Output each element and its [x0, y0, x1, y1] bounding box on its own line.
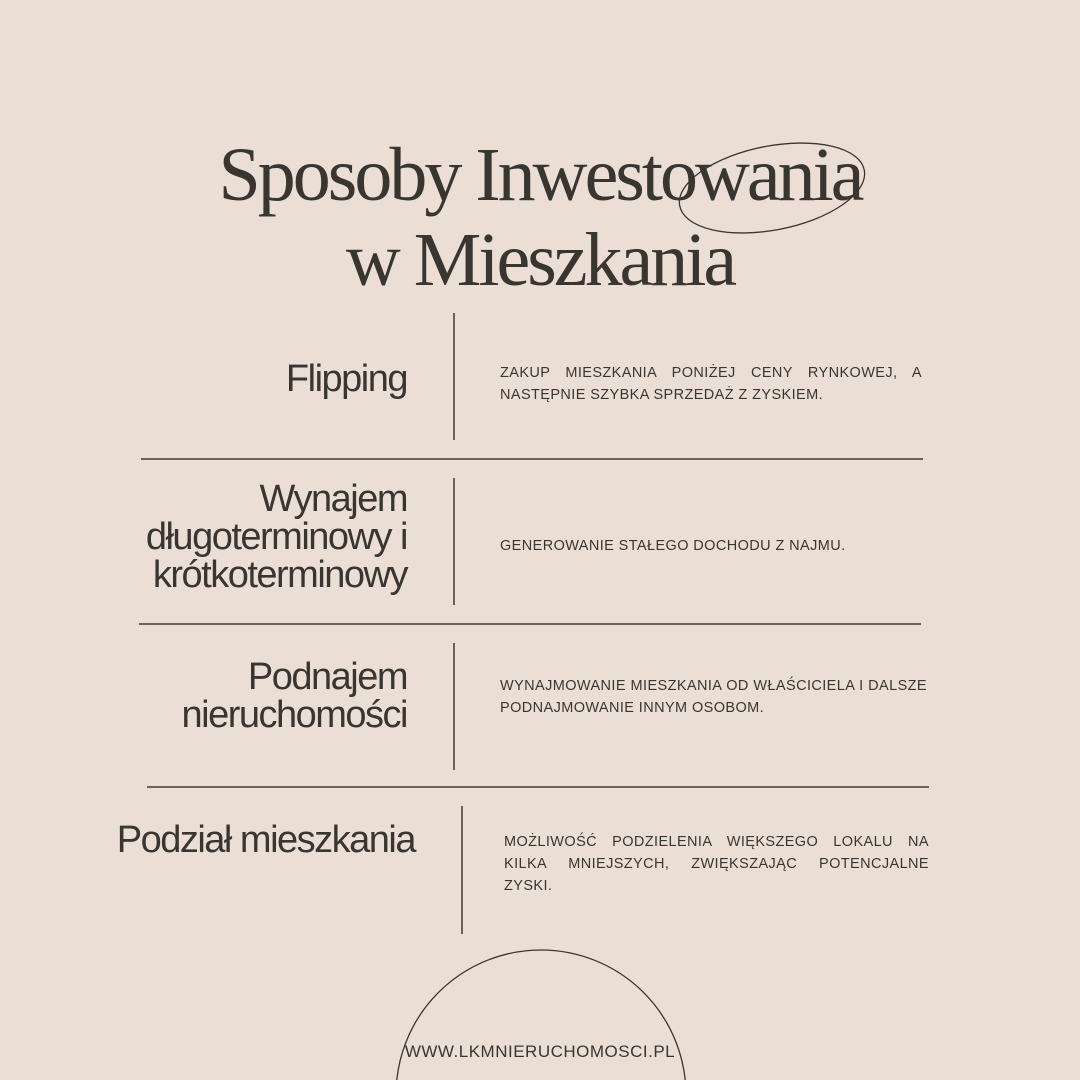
term-line: Podnajem: [247, 656, 407, 698]
description-podzial: MOŻLIWOŚĆ PODZIELENIA WIĘKSZEGO LOKALU NA KILKA MNIEJSZYCH, ZWIĘKSZAJĄC POTENCJALNE ZYSKI.: [504, 834, 929, 894]
term-line: nieruchomości: [181, 694, 407, 736]
term-line: krótkoterminowy: [152, 554, 407, 596]
title-line-2: w Mieszkania: [345, 218, 735, 302]
description-podnajem: WYNAJMOWANIE MIESZKANIA OD WŁAŚCICIELA I DALSZE PODNAJMOWANIE INNYM OSOBOM.: [500, 678, 927, 716]
term-line: Wynajem: [259, 478, 407, 520]
term-line: Flipping: [285, 358, 407, 400]
description-flipping: ZAKUP MIESZKANIA PONIŻEJ CENY RYNKOWEJ, A NASTĘPNIE SZYBKA SPRZEDAŻ Z ZYSKIEM.: [500, 365, 922, 403]
title-line-1: Sposoby Inwestowania: [218, 133, 862, 217]
term-line: Podział mieszkania: [116, 819, 415, 861]
description-wynajem: GENEROWANIE STAŁEGO DOCHODU Z NAJMU.: [500, 538, 846, 554]
website-url: WWW.LKMNIERUCHOMOSCI.PL: [404, 1042, 676, 1061]
term-line: długoterminowy i: [145, 516, 407, 558]
